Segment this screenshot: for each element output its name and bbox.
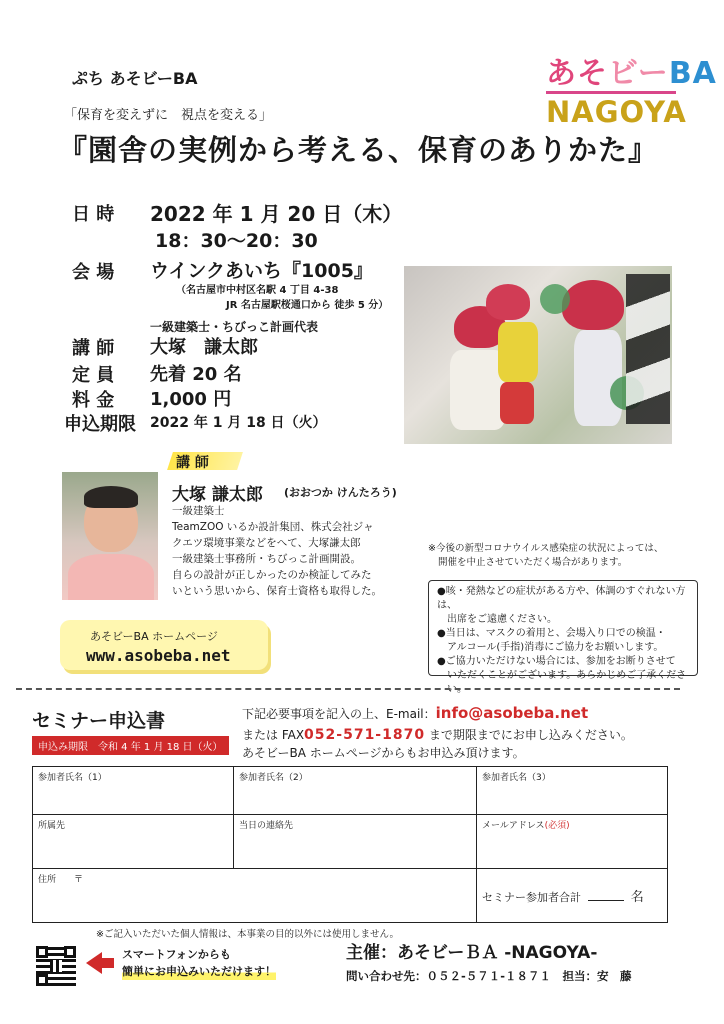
- field-label: 当日の連絡先: [239, 821, 294, 831]
- inquiry: 問い合わせ先：０５２-５７１-１８７１ 担当：安 藤: [346, 969, 632, 983]
- notice-line: いただくことがございます。あらかじめご了承ください。: [447, 670, 687, 695]
- logo-part2: ビー: [608, 56, 669, 91]
- fee-value: 1,000 円: [150, 389, 232, 410]
- page-title: 『園舎の実例から考える、保育のありかた』: [58, 133, 659, 167]
- cut-line: [16, 688, 680, 690]
- form-title: セミナー申込書: [32, 710, 166, 732]
- instruction-text: まで期限までにお申し込みください。: [425, 728, 633, 742]
- homepage-label: あそビーBA ホームページ: [90, 630, 218, 643]
- logo-part3: BA: [668, 56, 717, 91]
- field-label: セミナー参加者合計: [482, 891, 581, 904]
- notice-line: 出席をご遠慮ください。: [447, 614, 557, 625]
- organizer: 主催：あそビーＢＡ -NAGOYA-: [346, 943, 598, 963]
- form-instruction-1: [242, 704, 588, 722]
- deadline-badge: 申込み期限 令和 4 年 1 月 18 日（火）: [32, 736, 229, 755]
- deadline-value: 2022 年 1 月 18 日（火）: [150, 415, 327, 431]
- notice-line: ●当日は、マスクの着用と、会場入り口での検温・: [437, 628, 666, 639]
- bio-line: 一級建築士: [172, 505, 225, 517]
- field-label: 参加者氏名（1）: [38, 773, 107, 783]
- notice-line: アルコール(手指)消毒にご協力をお願いします。: [447, 642, 664, 653]
- smartphone-line-2: 簡単にお申込みいただけます！: [122, 965, 276, 978]
- instruction-text: または FAX: [242, 728, 305, 742]
- speaker-bio: [172, 503, 382, 599]
- speaker-reading: (おおつか けんたろう): [284, 486, 397, 499]
- speaker-tag: 講 師: [176, 455, 209, 471]
- form-instruction-2: [242, 726, 633, 743]
- venue-address-2: JR 名古屋駅桜通口から 徒歩 5 分）: [226, 300, 389, 311]
- smartphone-note: [122, 946, 276, 980]
- venue-address-1: （名古屋市中村区名駅 4 丁目 4-38: [176, 285, 339, 296]
- application-form: [32, 766, 668, 923]
- venue-value: ウインクあいち『1005』: [150, 260, 373, 282]
- bio-line: 一級建築士事務所・ちびっこ計画開設。: [172, 553, 361, 565]
- time-value: 18：30〜20：30: [155, 230, 318, 252]
- bio-line: 自らの設計が正しかったのか検証してみた: [172, 569, 372, 581]
- bio-line: いという思いから、保育士資格も取得した。: [172, 585, 382, 597]
- instruction-text: 下記必要事項を記入の上、E-mail：: [242, 707, 436, 721]
- homepage-url[interactable]: www.asobeba.net: [86, 646, 231, 665]
- field-label: 参加者氏名（2）: [239, 773, 308, 783]
- date-value: 2022 年 1 月 20 日（木）: [150, 202, 403, 226]
- speaker-photo: [62, 472, 158, 600]
- covid-note: [428, 542, 663, 570]
- notice-box: [428, 580, 698, 695]
- lecturer-note: 一級建築士・ちびっこ計画代表: [150, 320, 319, 334]
- speaker-name: 大塚 謙太郎: [172, 485, 263, 505]
- fee-label: 料 金: [72, 390, 115, 411]
- notice-line: ●ご協力いただけない場合には、参加をお断りさせて: [437, 656, 676, 667]
- covid-note-line: ※今後の新型コロナウイルス感染症の状況によっては、: [428, 543, 664, 554]
- date-label: 日 時: [72, 204, 115, 225]
- logo-nagoya: NAGOYA: [546, 95, 687, 129]
- subtitle: 「保育を変えずに 視点を変える」: [64, 108, 273, 123]
- required-mark: (必須): [544, 821, 570, 831]
- lecturer-value: 大塚 謙太郎: [150, 337, 258, 358]
- privacy-note: ※ご記入いただいた個人情報は、本事業の目的以外には使用しません。: [96, 929, 400, 940]
- field-label: メールアドレス: [482, 821, 545, 831]
- email-field[interactable]: [477, 815, 668, 869]
- fax-number: 052-571-1870: [304, 727, 426, 743]
- logo: [546, 48, 717, 129]
- arrow-left-icon-tail: [102, 958, 114, 968]
- venue-label: 会 場: [72, 262, 115, 283]
- address-field[interactable]: [33, 869, 477, 923]
- event-photo: [404, 266, 672, 444]
- contact-field[interactable]: [234, 815, 477, 869]
- form-instruction-3: あそビーBA ホームページからもお申込み頂けます。: [242, 746, 525, 760]
- field-label: 参加者氏名（3）: [482, 773, 551, 783]
- bio-line: クエツ環境事業などをへて、大塚謙太郎: [172, 537, 361, 549]
- series-label: ぷち あそビーBA: [72, 69, 198, 88]
- field-label: 住所 〒: [38, 875, 84, 885]
- total-participants-field[interactable]: [477, 869, 668, 923]
- smartphone-line-1: スマートフォンからも: [122, 948, 231, 961]
- bio-line: TeamZOO いるか設計集団、株式会社ジャ: [172, 521, 374, 533]
- field-label: 所属先: [38, 821, 66, 831]
- affiliation-field[interactable]: [33, 815, 234, 869]
- covid-note-line: 開催を中止させていただく場合があります。: [438, 557, 628, 568]
- participant-name-2-field[interactable]: [234, 767, 477, 815]
- total-unit: 名: [630, 890, 644, 905]
- participant-name-1-field[interactable]: [33, 767, 234, 815]
- logo-part1: あそ: [546, 56, 608, 91]
- participant-name-3-field[interactable]: [477, 767, 668, 815]
- capacity-label: 定 員: [72, 365, 115, 386]
- arrow-left-icon: [86, 952, 102, 974]
- notice-line: ●咳・発熱などの症状がある方や、体調のすぐれない方は、: [437, 586, 686, 611]
- total-blank: [588, 900, 624, 901]
- capacity-value: 先着 20 名: [150, 364, 242, 385]
- lecturer-label: 講 師: [72, 338, 115, 359]
- qr-code[interactable]: [36, 946, 76, 986]
- deadline-label: 申込期限: [64, 414, 136, 435]
- homepage-box[interactable]: [60, 620, 268, 670]
- email-link[interactable]: info@asobeba.net: [435, 704, 589, 722]
